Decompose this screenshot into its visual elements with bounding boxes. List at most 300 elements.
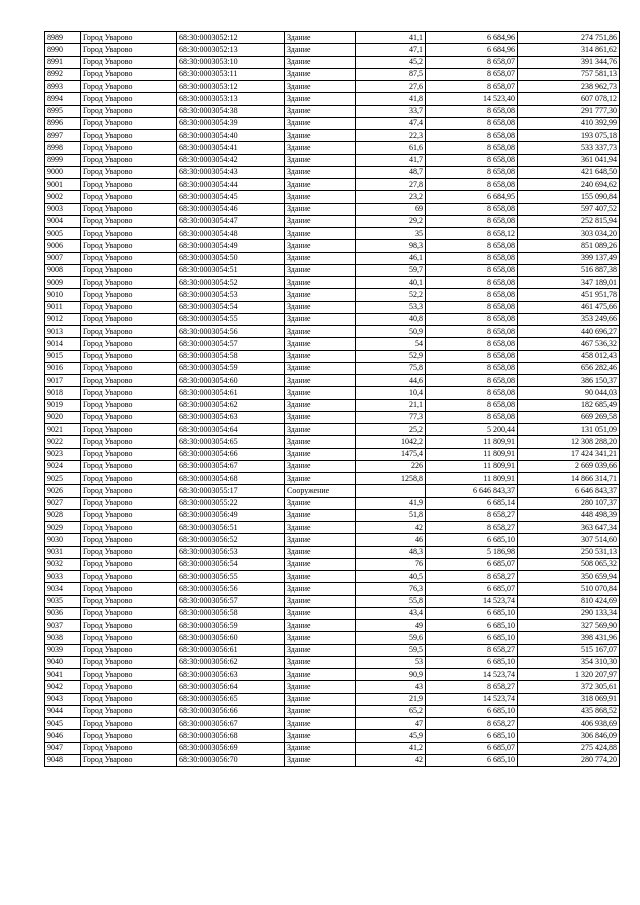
unit-value-cell: 6 685,10 <box>426 730 518 742</box>
cadastral-number-cell: 68:30:0003052:12 <box>177 32 285 44</box>
table-row <box>45 534 620 546</box>
object-type-cell: Здание <box>285 142 356 154</box>
object-type-cell: Здание <box>285 44 356 56</box>
area-cell: 76,3 <box>356 583 426 595</box>
cadastral-value-cell: 347 189,01 <box>518 277 620 289</box>
table-row <box>45 436 620 448</box>
cadastral-value-cell: 250 531,13 <box>518 546 620 558</box>
cadastral-value-cell: 350 659,94 <box>518 571 620 583</box>
table-row <box>45 509 620 521</box>
locality-cell: Город Уварово <box>81 179 177 191</box>
cadastral-number-cell: 68:30:0003054:43 <box>177 166 285 178</box>
object-type-cell: Здание <box>285 693 356 705</box>
area-cell: 46 <box>356 534 426 546</box>
area-cell: 1042,2 <box>356 436 426 448</box>
locality-cell: Город Уварово <box>81 522 177 534</box>
object-type-cell: Здание <box>285 93 356 105</box>
table-row <box>45 620 620 632</box>
table-row <box>45 32 620 44</box>
unit-value-cell: 6 646 843,37 <box>426 485 518 497</box>
locality-cell: Город Уварово <box>81 154 177 166</box>
cadastral-value-cell: 461 475,66 <box>518 301 620 313</box>
row-number-cell: 9046 <box>45 730 81 742</box>
unit-value-cell: 8 658,08 <box>426 411 518 423</box>
object-type-cell: Здание <box>285 277 356 289</box>
unit-value-cell: 6 685,10 <box>426 656 518 668</box>
unit-value-cell: 8 658,27 <box>426 522 518 534</box>
area-cell: 75,8 <box>356 362 426 374</box>
unit-value-cell: 11 809,91 <box>426 460 518 472</box>
locality-cell: Город Уварово <box>81 718 177 730</box>
row-number-cell: 8993 <box>45 81 81 93</box>
cadastral-number-cell: 68:30:0003053:13 <box>177 93 285 105</box>
row-number-cell: 9016 <box>45 362 81 374</box>
unit-value-cell: 8 658,08 <box>426 313 518 325</box>
object-type-cell: Здание <box>285 179 356 191</box>
cadastral-value-cell: 280 107,37 <box>518 497 620 509</box>
cadastral-value-cell: 451 951,78 <box>518 289 620 301</box>
area-cell: 59,6 <box>356 632 426 644</box>
unit-value-cell: 8 658,08 <box>426 179 518 191</box>
area-cell: 48,3 <box>356 546 426 558</box>
cadastral-value-cell: 810 424,69 <box>518 595 620 607</box>
cadastral-value-cell: 361 041,94 <box>518 154 620 166</box>
table-row <box>45 595 620 607</box>
object-type-cell: Здание <box>285 117 356 129</box>
cadastral-value-cell: 851 089,26 <box>518 240 620 252</box>
unit-value-cell: 8 658,08 <box>426 130 518 142</box>
unit-value-cell: 8 658,08 <box>426 215 518 227</box>
area-cell: 41,8 <box>356 93 426 105</box>
cadastral-number-cell: 68:30:0003056:64 <box>177 681 285 693</box>
area-cell: 45,2 <box>356 56 426 68</box>
cadastral-number-cell: 68:30:0003054:48 <box>177 228 285 240</box>
row-number-cell: 9044 <box>45 705 81 717</box>
locality-cell: Город Уварово <box>81 546 177 558</box>
row-number-cell: 9041 <box>45 669 81 681</box>
object-type-cell: Здание <box>285 644 356 656</box>
locality-cell: Город Уварово <box>81 681 177 693</box>
row-number-cell: 9015 <box>45 350 81 362</box>
locality-cell: Город Уварово <box>81 607 177 619</box>
unit-value-cell: 8 658,08 <box>426 326 518 338</box>
locality-cell: Город Уварово <box>81 693 177 705</box>
cadastral-value-cell: 533 337,73 <box>518 142 620 154</box>
row-number-cell: 8998 <box>45 142 81 154</box>
cadastral-number-cell: 68:30:0003056:53 <box>177 546 285 558</box>
area-cell: 53 <box>356 656 426 668</box>
cadastral-table <box>44 31 620 767</box>
unit-value-cell: 6 684,96 <box>426 44 518 56</box>
table-row <box>45 473 620 485</box>
table-row <box>45 583 620 595</box>
cadastral-number-cell: 68:30:0003052:13 <box>177 44 285 56</box>
cadastral-number-cell: 68:30:0003054:64 <box>177 424 285 436</box>
cadastral-number-cell: 68:30:0003056:55 <box>177 571 285 583</box>
cadastral-value-cell: 327 569,90 <box>518 620 620 632</box>
locality-cell: Город Уварово <box>81 460 177 472</box>
cadastral-value-cell: 6 646 843,37 <box>518 485 620 497</box>
cadastral-value-cell: 372 305,61 <box>518 681 620 693</box>
row-number-cell: 9007 <box>45 252 81 264</box>
area-cell: 41,7 <box>356 154 426 166</box>
table-row <box>45 154 620 166</box>
row-number-cell: 9037 <box>45 620 81 632</box>
unit-value-cell: 6 685,10 <box>426 534 518 546</box>
table-row <box>45 607 620 619</box>
object-type-cell: Здание <box>285 436 356 448</box>
object-type-cell: Здание <box>285 203 356 215</box>
object-type-cell: Здание <box>285 534 356 546</box>
cadastral-value-cell: 306 846,09 <box>518 730 620 742</box>
cadastral-value-cell: 510 070,84 <box>518 583 620 595</box>
row-number-cell: 9042 <box>45 681 81 693</box>
area-cell: 46,1 <box>356 252 426 264</box>
unit-value-cell: 8 658,08 <box>426 252 518 264</box>
cadastral-value-cell: 274 751,86 <box>518 32 620 44</box>
row-number-cell: 9031 <box>45 546 81 558</box>
locality-cell: Город Уварово <box>81 142 177 154</box>
cadastral-value-cell: 275 424,88 <box>518 742 620 754</box>
unit-value-cell: 8 658,08 <box>426 350 518 362</box>
area-cell: 41,1 <box>356 32 426 44</box>
unit-value-cell: 14 523,40 <box>426 93 518 105</box>
cadastral-number-cell: 68:30:0003054:56 <box>177 326 285 338</box>
cadastral-value-cell: 448 498,39 <box>518 509 620 521</box>
table-row <box>45 264 620 276</box>
table-row <box>45 571 620 583</box>
object-type-cell: Здание <box>285 387 356 399</box>
locality-cell: Город Уварово <box>81 497 177 509</box>
row-number-cell: 9011 <box>45 301 81 313</box>
area-cell: 40,1 <box>356 277 426 289</box>
unit-value-cell: 8 658,07 <box>426 81 518 93</box>
table-row <box>45 497 620 509</box>
area-cell: 77,3 <box>356 411 426 423</box>
object-type-cell: Здание <box>285 558 356 570</box>
area-cell: 49 <box>356 620 426 632</box>
cadastral-number-cell: 68:30:0003054:66 <box>177 448 285 460</box>
cadastral-value-cell: 515 167,07 <box>518 644 620 656</box>
locality-cell: Город Уварово <box>81 105 177 117</box>
object-type-cell: Здание <box>285 546 356 558</box>
unit-value-cell: 8 658,08 <box>426 166 518 178</box>
area-cell: 27,6 <box>356 81 426 93</box>
locality-cell: Город Уварово <box>81 56 177 68</box>
cadastral-number-cell: 68:30:0003056:60 <box>177 632 285 644</box>
table-row <box>45 203 620 215</box>
object-type-cell: Здание <box>285 105 356 117</box>
table-row <box>45 179 620 191</box>
object-type-cell: Здание <box>285 166 356 178</box>
table-row <box>45 289 620 301</box>
row-number-cell: 9022 <box>45 436 81 448</box>
unit-value-cell: 8 658,08 <box>426 264 518 276</box>
row-number-cell: 9010 <box>45 289 81 301</box>
cadastral-number-cell: 68:30:0003056:54 <box>177 558 285 570</box>
table-row <box>45 375 620 387</box>
locality-cell: Город Уварово <box>81 571 177 583</box>
cadastral-number-cell: 68:30:0003054:50 <box>177 252 285 264</box>
table-row <box>45 338 620 350</box>
area-cell: 45,9 <box>356 730 426 742</box>
unit-value-cell: 11 809,91 <box>426 436 518 448</box>
area-cell: 1258,8 <box>356 473 426 485</box>
unit-value-cell: 8 658,08 <box>426 240 518 252</box>
row-number-cell: 8997 <box>45 130 81 142</box>
cadastral-number-cell: 68:30:0003056:70 <box>177 754 285 766</box>
cadastral-value-cell: 406 938,69 <box>518 718 620 730</box>
locality-cell: Город Уварово <box>81 644 177 656</box>
row-number-cell: 9005 <box>45 228 81 240</box>
table-row <box>45 411 620 423</box>
area-cell: 41,9 <box>356 497 426 509</box>
cadastral-number-cell: 68:30:0003056:63 <box>177 669 285 681</box>
unit-value-cell: 8 658,08 <box>426 142 518 154</box>
object-type-cell: Здание <box>285 338 356 350</box>
row-number-cell: 8999 <box>45 154 81 166</box>
locality-cell: Город Уварово <box>81 387 177 399</box>
table-row <box>45 693 620 705</box>
table-row <box>45 301 620 313</box>
table-row <box>45 44 620 56</box>
locality-cell: Город Уварово <box>81 240 177 252</box>
cadastral-number-cell: 68:30:0003054:44 <box>177 179 285 191</box>
row-number-cell: 9030 <box>45 534 81 546</box>
locality-cell: Город Уварово <box>81 632 177 644</box>
cadastral-number-cell: 68:30:0003056:66 <box>177 705 285 717</box>
unit-value-cell: 14 523,74 <box>426 595 518 607</box>
table-row <box>45 460 620 472</box>
cadastral-number-cell: 68:30:0003054:51 <box>177 264 285 276</box>
unit-value-cell: 8 658,08 <box>426 362 518 374</box>
cadastral-number-cell: 68:30:0003056:67 <box>177 718 285 730</box>
row-number-cell: 9023 <box>45 448 81 460</box>
object-type-cell: Здание <box>285 215 356 227</box>
area-cell: 48,7 <box>356 166 426 178</box>
object-type-cell: Здание <box>285 620 356 632</box>
object-type-cell: Здание <box>285 473 356 485</box>
locality-cell: Город Уварово <box>81 534 177 546</box>
object-type-cell: Здание <box>285 326 356 338</box>
object-type-cell: Здание <box>285 509 356 521</box>
row-number-cell: 9013 <box>45 326 81 338</box>
area-cell: 226 <box>356 460 426 472</box>
cadastral-value-cell: 516 887,38 <box>518 264 620 276</box>
area-cell: 47 <box>356 718 426 730</box>
row-number-cell: 9003 <box>45 203 81 215</box>
unit-value-cell: 6 685,10 <box>426 754 518 766</box>
area-cell: 90,9 <box>356 669 426 681</box>
unit-value-cell: 8 658,08 <box>426 105 518 117</box>
area-cell: 43 <box>356 681 426 693</box>
cadastral-value-cell: 421 648,50 <box>518 166 620 178</box>
row-number-cell: 9001 <box>45 179 81 191</box>
locality-cell: Город Уварово <box>81 228 177 240</box>
unit-value-cell: 8 658,08 <box>426 399 518 411</box>
table-row <box>45 754 620 766</box>
area-cell: 59,5 <box>356 644 426 656</box>
area-cell: 42 <box>356 522 426 534</box>
row-number-cell: 9024 <box>45 460 81 472</box>
table-row <box>45 81 620 93</box>
locality-cell: Город Уварово <box>81 620 177 632</box>
area-cell: 53,3 <box>356 301 426 313</box>
cadastral-number-cell: 68:30:0003055:22 <box>177 497 285 509</box>
table-row <box>45 56 620 68</box>
table-row <box>45 546 620 558</box>
area-cell: 33,7 <box>356 105 426 117</box>
area-cell: 41,2 <box>356 742 426 754</box>
object-type-cell: Здание <box>285 705 356 717</box>
object-type-cell: Здание <box>285 68 356 80</box>
locality-cell: Город Уварово <box>81 742 177 754</box>
cadastral-value-cell: 597 407,52 <box>518 203 620 215</box>
cadastral-value-cell: 508 065,32 <box>518 558 620 570</box>
locality-cell: Город Уварово <box>81 215 177 227</box>
area-cell: 10,4 <box>356 387 426 399</box>
row-number-cell: 9047 <box>45 742 81 754</box>
row-number-cell: 9017 <box>45 375 81 387</box>
locality-cell: Город Уварово <box>81 289 177 301</box>
cadastral-number-cell: 68:30:0003054:68 <box>177 473 285 485</box>
table-row <box>45 705 620 717</box>
unit-value-cell: 8 658,08 <box>426 154 518 166</box>
unit-value-cell: 5 186,98 <box>426 546 518 558</box>
unit-value-cell: 6 684,96 <box>426 32 518 44</box>
cadastral-number-cell: 68:30:0003054:60 <box>177 375 285 387</box>
cadastral-number-cell: 68:30:0003054:55 <box>177 313 285 325</box>
unit-value-cell: 6 685,10 <box>426 607 518 619</box>
object-type-cell: Здание <box>285 362 356 374</box>
cadastral-value-cell: 193 075,18 <box>518 130 620 142</box>
cadastral-number-cell: 68:30:0003054:45 <box>177 191 285 203</box>
table-row <box>45 399 620 411</box>
unit-value-cell: 8 658,08 <box>426 375 518 387</box>
row-number-cell: 8996 <box>45 117 81 129</box>
cadastral-value-cell: 238 962,73 <box>518 81 620 93</box>
unit-value-cell: 11 809,91 <box>426 448 518 460</box>
unit-value-cell: 6 684,95 <box>426 191 518 203</box>
cadastral-value-cell: 354 310,30 <box>518 656 620 668</box>
row-number-cell: 9035 <box>45 595 81 607</box>
table-row <box>45 730 620 742</box>
row-number-cell: 9018 <box>45 387 81 399</box>
table-row <box>45 215 620 227</box>
row-number-cell: 9034 <box>45 583 81 595</box>
row-number-cell: 9020 <box>45 411 81 423</box>
row-number-cell: 8990 <box>45 44 81 56</box>
unit-value-cell: 8 658,08 <box>426 203 518 215</box>
locality-cell: Город Уварово <box>81 191 177 203</box>
cadastral-number-cell: 68:30:0003056:57 <box>177 595 285 607</box>
row-number-cell: 8991 <box>45 56 81 68</box>
unit-value-cell: 8 658,12 <box>426 228 518 240</box>
unit-value-cell: 14 523,74 <box>426 669 518 681</box>
object-type-cell: Здание <box>285 301 356 313</box>
row-number-cell: 9048 <box>45 754 81 766</box>
locality-cell: Город Уварово <box>81 166 177 178</box>
cadastral-number-cell: 68:30:0003054:61 <box>177 387 285 399</box>
locality-cell: Город Уварово <box>81 399 177 411</box>
cadastral-value-cell: 607 078,12 <box>518 93 620 105</box>
table-row <box>45 142 620 154</box>
unit-value-cell: 8 658,08 <box>426 277 518 289</box>
cadastral-number-cell: 68:30:0003054:57 <box>177 338 285 350</box>
row-number-cell: 8992 <box>45 68 81 80</box>
locality-cell: Город Уварово <box>81 264 177 276</box>
table-row <box>45 485 620 497</box>
area-cell: 54 <box>356 338 426 350</box>
unit-value-cell: 8 658,07 <box>426 56 518 68</box>
table-row <box>45 522 620 534</box>
object-type-cell: Здание <box>285 130 356 142</box>
cadastral-number-cell: 68:30:0003056:59 <box>177 620 285 632</box>
locality-cell: Город Уварово <box>81 32 177 44</box>
row-number-cell: 9006 <box>45 240 81 252</box>
area-cell: 29,2 <box>356 215 426 227</box>
object-type-cell: Здание <box>285 583 356 595</box>
area-cell: 52,2 <box>356 289 426 301</box>
area-cell <box>356 485 426 497</box>
locality-cell: Город Уварово <box>81 509 177 521</box>
table-row <box>45 252 620 264</box>
object-type-cell: Здание <box>285 497 356 509</box>
row-number-cell: 8994 <box>45 93 81 105</box>
table-row <box>45 656 620 668</box>
table-row <box>45 166 620 178</box>
unit-value-cell: 11 809,91 <box>426 473 518 485</box>
table-row <box>45 68 620 80</box>
area-cell: 61,6 <box>356 142 426 154</box>
cadastral-value-cell: 410 392,99 <box>518 117 620 129</box>
cadastral-value-cell: 669 269,58 <box>518 411 620 423</box>
area-cell: 47,4 <box>356 117 426 129</box>
locality-cell: Город Уварово <box>81 669 177 681</box>
cadastral-number-cell: 68:30:0003056:68 <box>177 730 285 742</box>
area-cell: 47,1 <box>356 44 426 56</box>
area-cell: 69 <box>356 203 426 215</box>
area-cell: 25,2 <box>356 424 426 436</box>
area-cell: 22,3 <box>356 130 426 142</box>
cadastral-number-cell: 68:30:0003054:53 <box>177 289 285 301</box>
object-type-cell: Здание <box>285 240 356 252</box>
cadastral-value-cell: 90 044,03 <box>518 387 620 399</box>
object-type-cell: Здание <box>285 289 356 301</box>
area-cell: 59,7 <box>356 264 426 276</box>
object-type-cell: Здание <box>285 656 356 668</box>
area-cell: 21,9 <box>356 693 426 705</box>
area-cell: 44,6 <box>356 375 426 387</box>
cadastral-value-cell: 399 137,49 <box>518 252 620 264</box>
locality-cell: Город Уварово <box>81 313 177 325</box>
locality-cell: Город Уварово <box>81 705 177 717</box>
locality-cell: Город Уварово <box>81 81 177 93</box>
table-row <box>45 105 620 117</box>
area-cell: 27,8 <box>356 179 426 191</box>
table-row <box>45 742 620 754</box>
locality-cell: Город Уварово <box>81 436 177 448</box>
unit-value-cell: 8 658,08 <box>426 289 518 301</box>
locality-cell: Город Уварово <box>81 301 177 313</box>
cadastral-value-cell: 458 012,43 <box>518 350 620 362</box>
locality-cell: Город Уварово <box>81 754 177 766</box>
row-number-cell: 9032 <box>45 558 81 570</box>
cadastral-number-cell: 68:30:0003056:49 <box>177 509 285 521</box>
row-number-cell: 9012 <box>45 313 81 325</box>
table-row <box>45 93 620 105</box>
cadastral-value-cell: 182 685,49 <box>518 399 620 411</box>
